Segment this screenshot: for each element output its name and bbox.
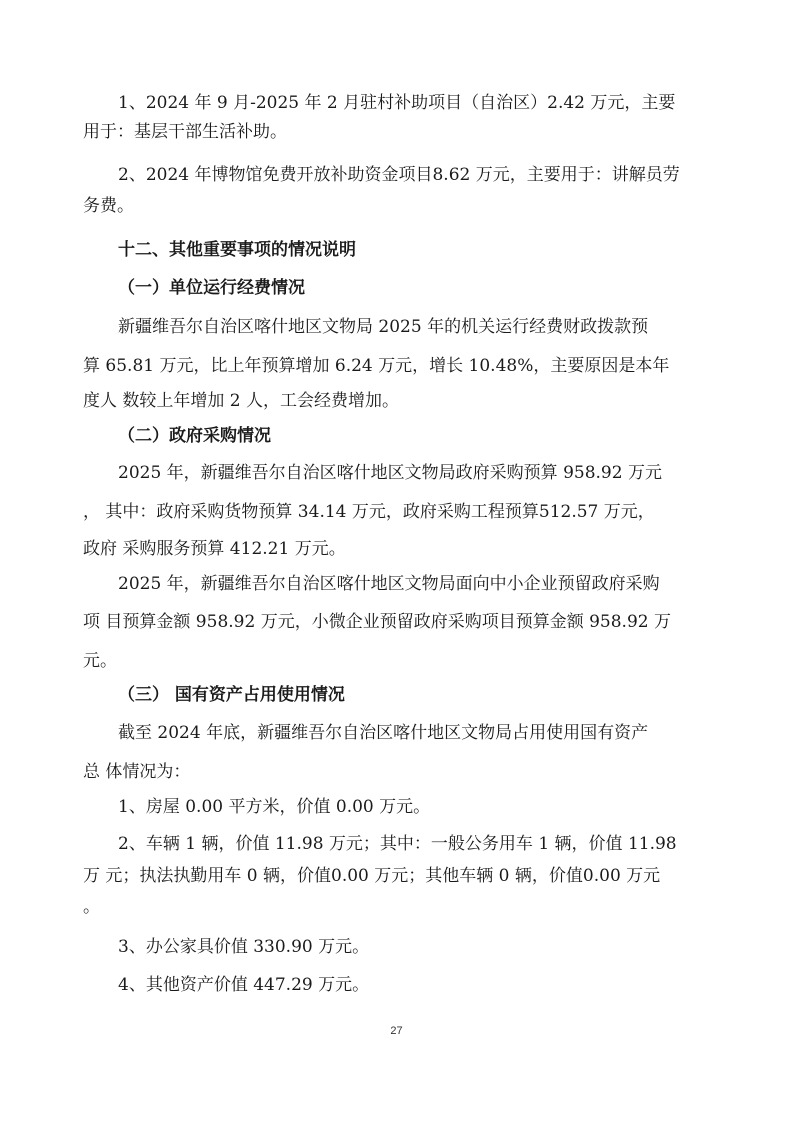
subheading-1: （一）单位运行经费情况 — [118, 278, 305, 298]
sub2-p2-line3: 元。 — [83, 651, 117, 671]
sub2-p2-line2: 项 目预算金额 958.92 万元，小微企业预留政府采购项目预算金额 958.92 万 — [83, 612, 671, 632]
subheading-3: （三） 国有资产占用使用情况 — [118, 685, 345, 705]
sub1-line1: 新疆维吾尔自治区喀什地区文物局 2025 年的机关运行经费财政拨款预 — [118, 317, 649, 337]
asset-vehicles-line1: 2、车辆 1 辆，价值 11.98 万元；其中：一般公务用车 1 辆，价值 11.98 — [118, 834, 677, 854]
sub3-intro-line2: 总 体情况为： — [83, 762, 191, 782]
sub2-p1-line2: ， 其中：政府采购货物预算 34.14 万元，政府采购工程预算512.57 万元， — [83, 502, 655, 522]
asset-furniture: 3、办公家具价值 330.90 万元。 — [118, 937, 370, 957]
asset-housing: 1、房屋 0.00 平方米，价值 0.00 万元。 — [118, 797, 431, 817]
sub1-line3: 度人 数较上年增加 2 人，工会经费增加。 — [83, 391, 400, 411]
item1-line2: 用于：基层干部生活补助。 — [83, 122, 287, 142]
page-number: 27 — [390, 1025, 403, 1037]
item2-line1: 2、2024 年博物馆免费开放补助资金项目8.62 万元，主要用于：讲解员劳 — [118, 165, 680, 185]
subheading-2: （二）政府采购情况 — [118, 426, 271, 446]
sub2-p1-line3: 政府 采购服务预算 412.21 万元。 — [83, 539, 346, 559]
sub1-line2: 算 65.81 万元，比上年预算增加 6.24 万元，增长 10.48%，主要原因是本年 — [83, 356, 670, 376]
asset-other: 4、其他资产价值 447.29 万元。 — [118, 975, 370, 995]
item2-line2: 务费。 — [83, 196, 134, 216]
item1-line1: 1、2024 年 9 月-2025 年 2 月驻村补助项目（自治区）2.42 万元，主要 — [118, 93, 676, 113]
asset-vehicles-line3: 。 — [83, 897, 100, 917]
asset-vehicles-line2: 万 元；执法执勤用车 0 辆，价值0.00 万元；其他车辆 0 辆，价值0.00 万元 — [83, 866, 661, 886]
sub2-p2-line1: 2025 年，新疆维吾尔自治区喀什地区文物局面向中小企业预留政府采购 — [118, 574, 660, 594]
sub2-p1-line1: 2025 年，新疆维吾尔自治区喀什地区文物局政府采购预算 958.92 万元 — [118, 463, 662, 483]
sub3-intro-line1: 截至 2024 年底，新疆维吾尔自治区喀什地区文物局占用使用国有资产 — [118, 723, 649, 743]
section-heading-12: 十二、其他重要事项的情况说明 — [118, 240, 356, 260]
